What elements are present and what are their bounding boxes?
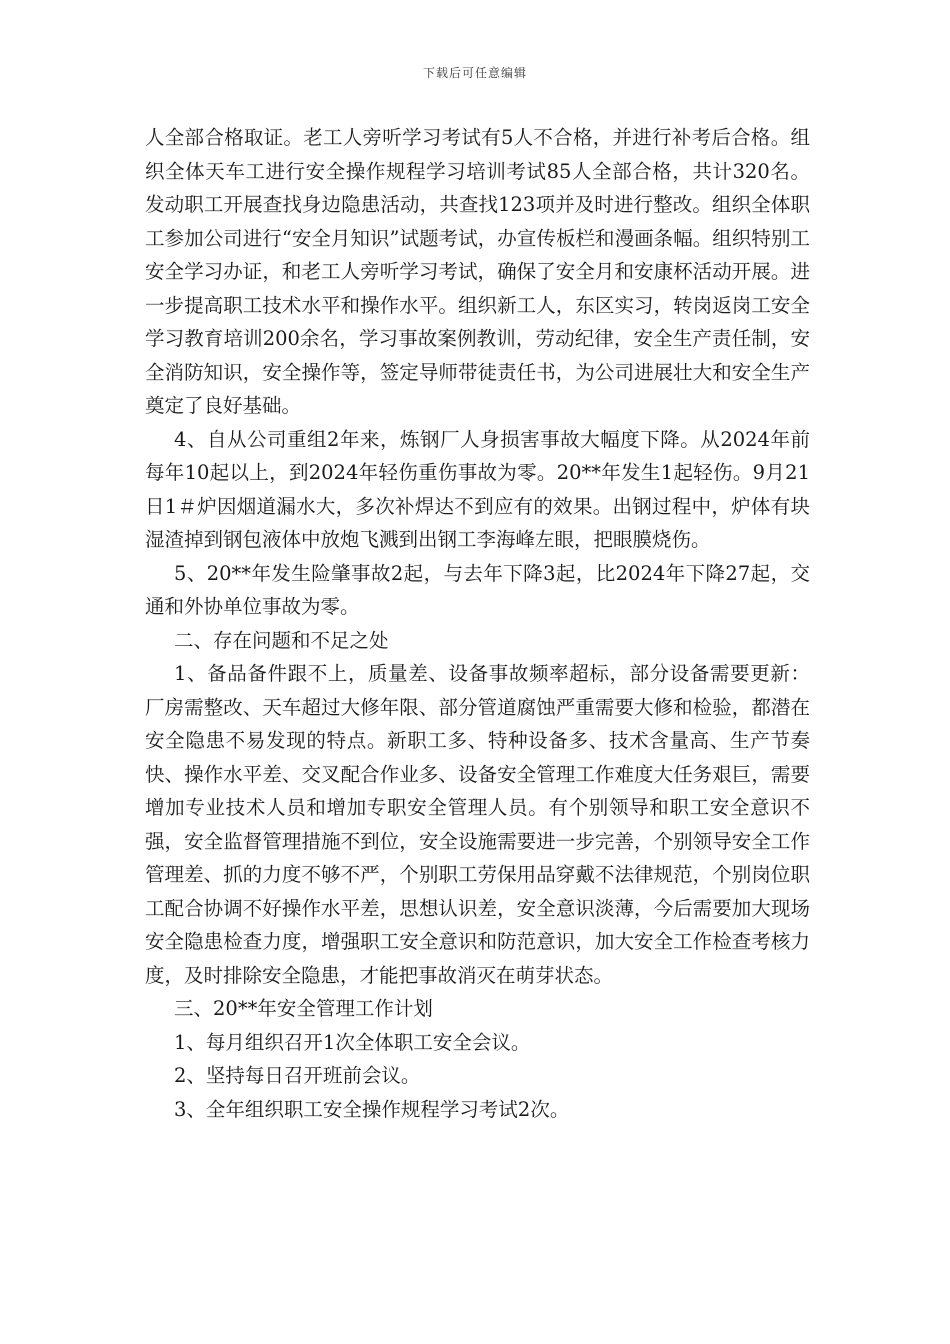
plan-item-3: 3、全年组织职工安全操作规程学习考试2次。	[174, 1097, 570, 1121]
paragraph-near-miss: 5、20**年发生险肇事故2起，与去年下降3起，比2024年下降27起，交通和外协单位事故为零。	[145, 561, 810, 618]
paragraph-problems-detail: 1、备品备件跟不上，质量差、设备事故频率超标，部分设备需要更新：厂房需整改、天车超过大修年限、部分管道腐蚀严重需要大修和检验，都潜在安全隐患不易发现的特点。新职工多、特种设备多、技术含量高、生产节奏快、操作水平差、交叉配合作业多、设备安全管理工作难度大任务艰巨，需要增加专业技术人员和增加专职安全管理人员。有个别领导和职工安全意识不强，安全监督管理措施不到位，安全设施需要进一步完善，个别领导安全工作管理差、抓的力度不够不严，个别职工劳保用品穿戴不法律规范，个别岗位职工配合协调不好操作水平差，思想认识差，安全意识淡薄，今后需要加大现场安全隐患检查力度，增强职工安全意识和防范意识，加大安全工作检查考核力度，及时排除安全隐患，才能把事故消灭在萌芽状态。	[145, 662, 810, 987]
section-heading-plan: 三、20**年安全管理工作计划	[174, 997, 433, 1020]
page-header-note: 下载后可任意编辑	[422, 66, 527, 80]
plan-item-1: 1、每月组织召开1次全体职工安全会议。	[174, 1030, 531, 1054]
paragraph-injury-accidents: 4、自从公司重组2年来，炼钢厂人身损害事故大幅度下降。从2024年前每年10起以上，到2024年轻伤重伤事故为零。20**年发生1起轻伤。9月21日1＃炉因烟道漏水大，多次补焊达不到应有的效果。出钢过程中，炉体有块湿渣掉到钢包液体中放炮飞溅到出钢工李海峰左眼，把眼膜烧伤。	[145, 427, 810, 551]
paragraph-safety-training: 人全部合格取证。老工人旁听学习考试有5人不合格，并进行补考后合格。组织全体天车工进行安全操作规程学习培训考试85人全部合格，共计320名。发动职工开展查找身边隐患活动，共查找123项并及时进行整改。组织全体职工参加公司进行“安全月知识”试题考试，办宣传板栏和漫画条幅。组织特别工安全学习办证，和老工人旁听学习考试，确保了安全月和安康杯活动开展。进一步提高职工技术水平和操作水平。组织新工人，东区实习，转岗返岗工安全学习教育培训200余名，学习事故案例教训，劳动纪律，安全生产责任制，安全消防知识，安全操作等，签定导师带徒责任书，为公司进展壮大和安全生产奠定了良好基础。	[145, 126, 810, 417]
section-heading-problems: 二、存在问题和不足之处	[174, 628, 389, 652]
document-body	[145, 121, 810, 1126]
plan-item-2: 2、坚持每日召开班前会议。	[174, 1064, 421, 1087]
